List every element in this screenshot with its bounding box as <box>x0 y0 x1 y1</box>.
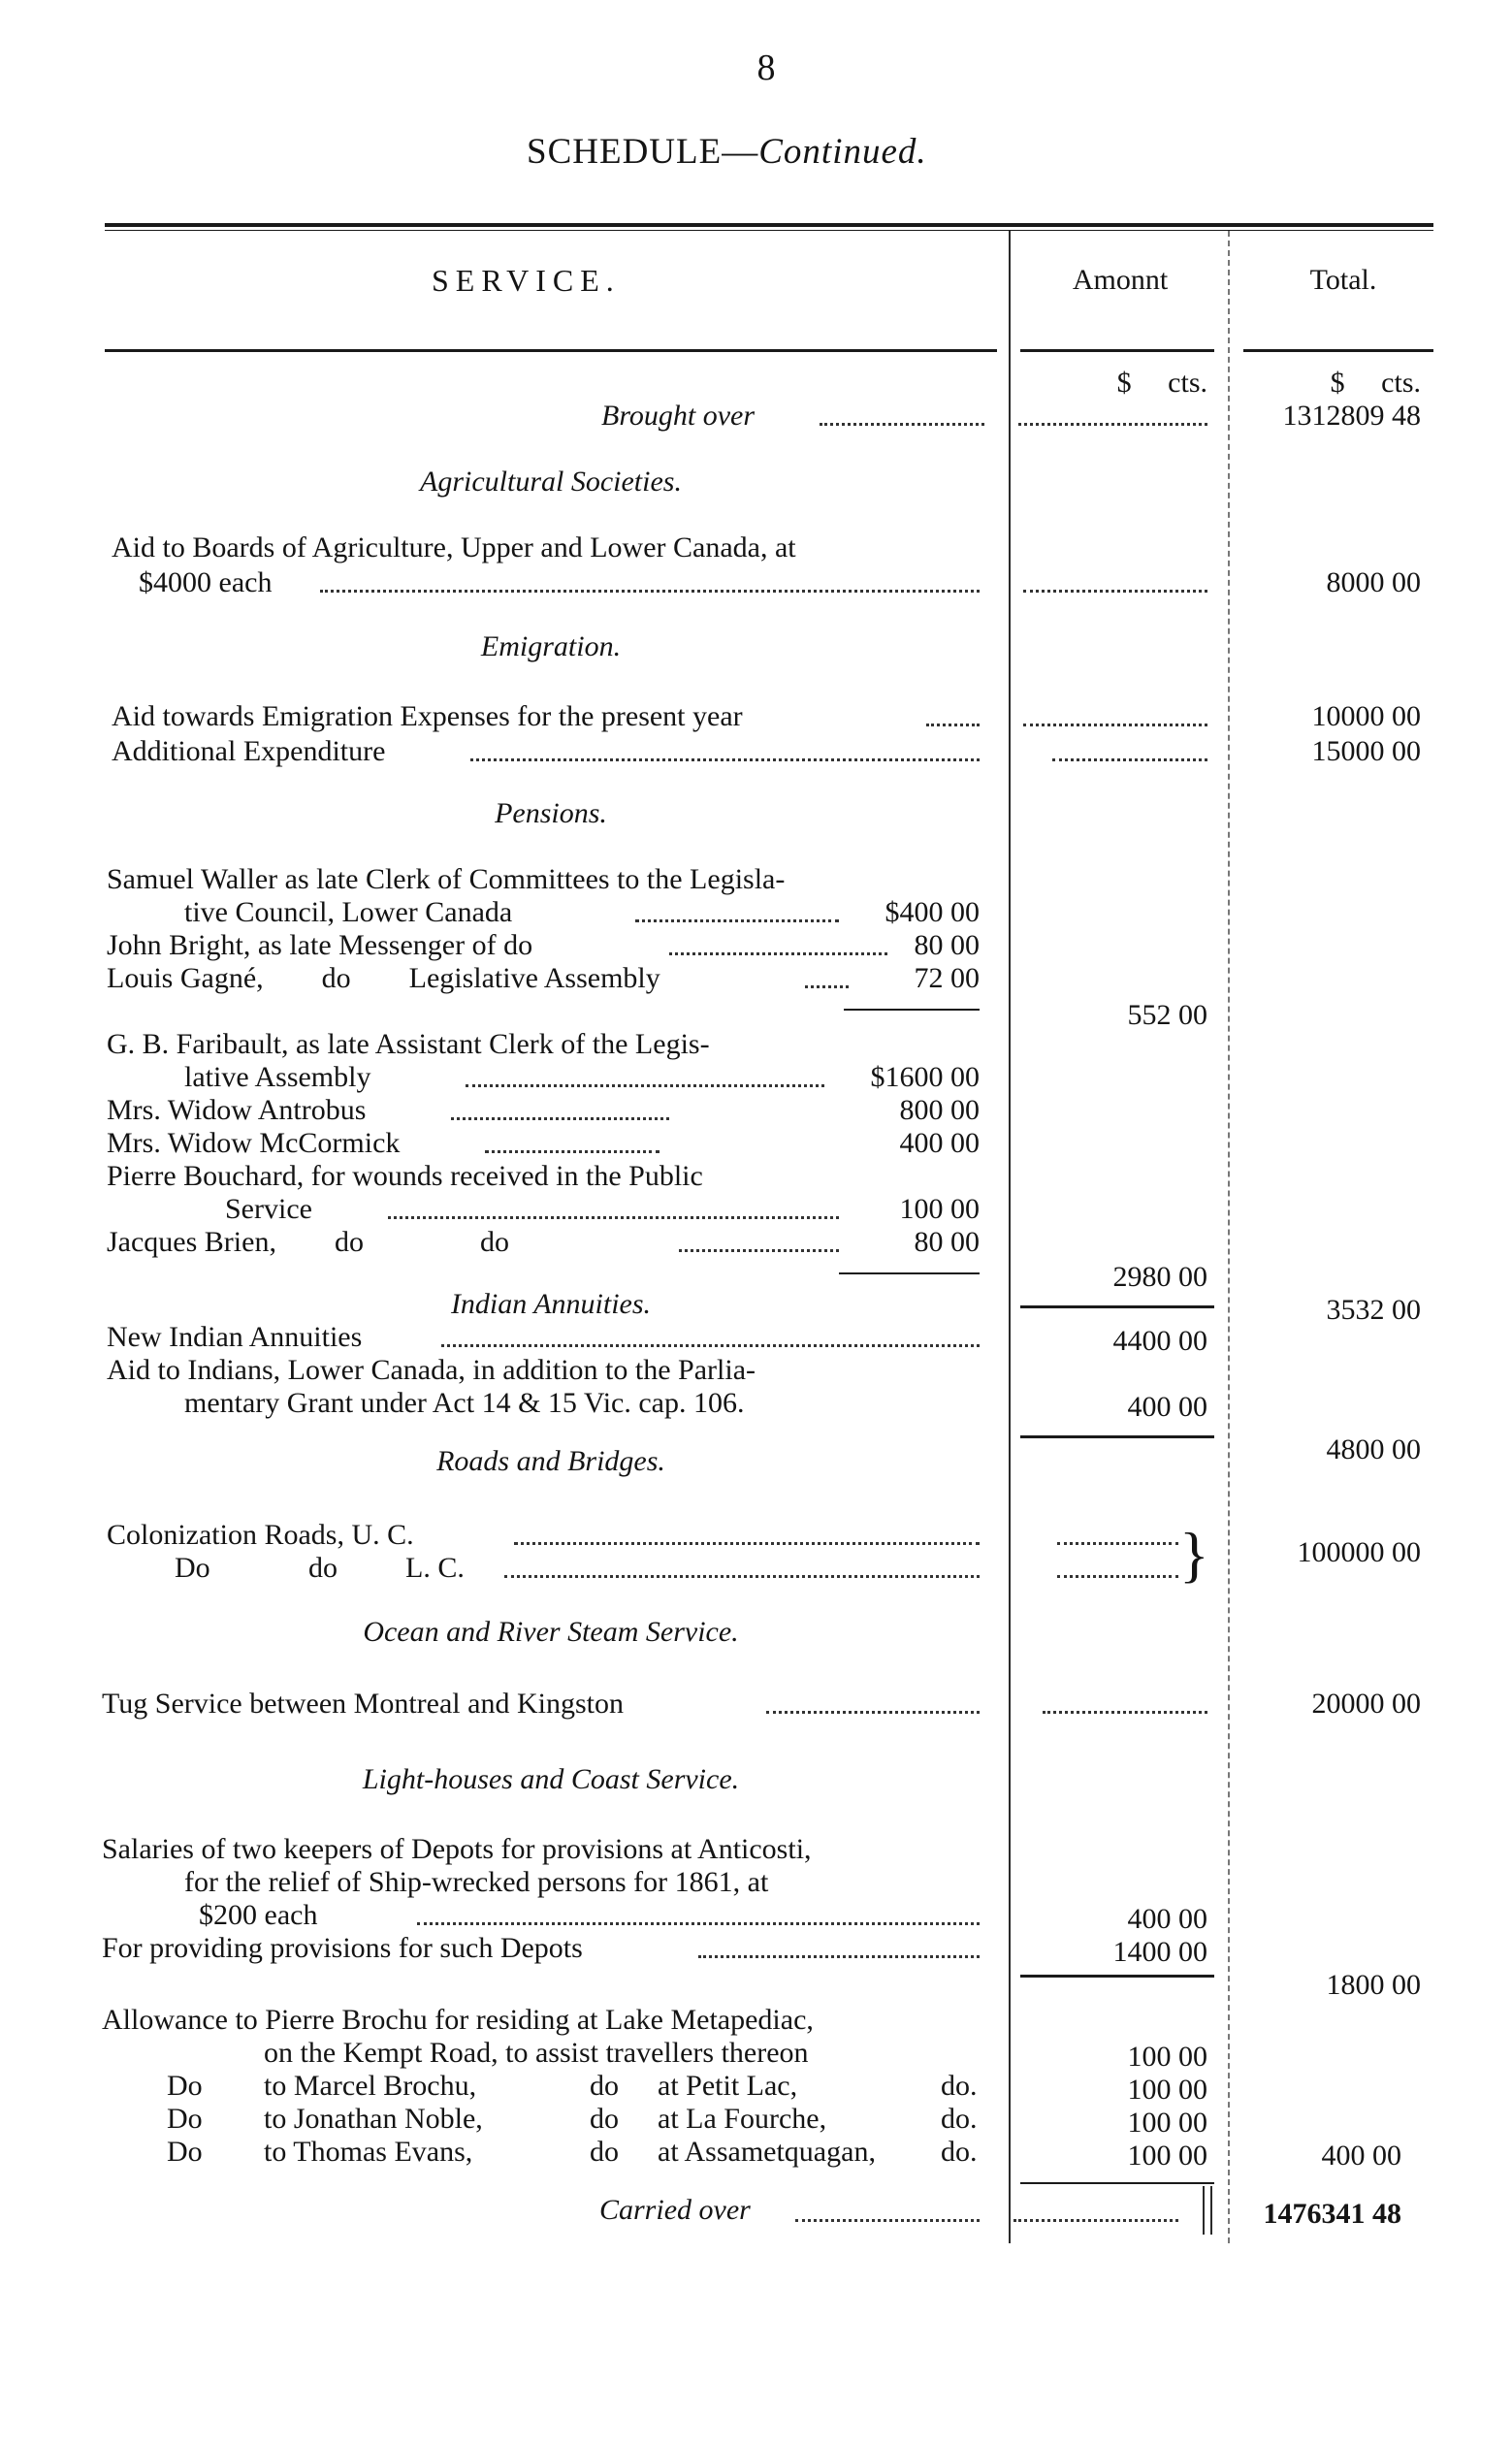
do-row-3-amount: 100 00 <box>1127 2140 1207 2172</box>
ocean-row1: Tug Service between Montreal and Kingston <box>102 1688 624 1720</box>
indian-row2-line1: Aid to Indians, Lower Canada, in addition to the Parlia- <box>107 1354 756 1386</box>
top-rule <box>105 223 1433 227</box>
ocean-total: 20000 00 <box>1311 1688 1421 1720</box>
carried-over-rule <box>1203 2186 1205 2235</box>
leader <box>1018 423 1207 426</box>
roads-row2-lc: L. C. <box>405 1552 465 1584</box>
emigration-row2: Additional Expenditure <box>112 735 386 767</box>
section-title-agriculture: Agricultural Societies. <box>420 466 682 498</box>
do-row-2-do3: do. <box>941 2103 978 2135</box>
top-rule-thin <box>105 230 1433 231</box>
pension-mccormick-amount: 400 00 <box>899 1127 980 1159</box>
do-row-3-do2: do <box>590 2136 619 2168</box>
roads-row1: Colonization Roads, U. C. <box>107 1519 414 1551</box>
carried-over-total: 1476341 48 <box>1263 2198 1401 2230</box>
do-row-3-do: Do <box>167 2136 203 2168</box>
leader <box>926 724 980 726</box>
pension-gagne: Louis Gagné, do Legislative Assembly <box>107 962 660 994</box>
pension-antrobus-amount: 800 00 <box>899 1094 980 1126</box>
brought-over-total: 1312809 48 <box>1282 400 1421 432</box>
lighthouse-total-2: 400 00 <box>1321 2140 1401 2172</box>
allowance-brochu-line2: on the Kempt Road, to assist travellers thereon <box>264 2037 809 2069</box>
indian-row1: New Indian Annuities <box>107 1321 363 1353</box>
leader <box>698 1955 980 1958</box>
agriculture-line2: $4000 each <box>139 566 273 598</box>
leader <box>1023 590 1207 593</box>
subtotal-rule <box>839 1272 980 1274</box>
total-units: $ cts. <box>1330 367 1421 399</box>
leader <box>441 1344 980 1347</box>
leader <box>417 1922 980 1925</box>
header-rule-service <box>105 349 997 352</box>
section-title-indian: Indian Annuities. <box>450 1288 652 1320</box>
leader <box>1057 1575 1178 1578</box>
leader <box>820 423 984 426</box>
leader <box>485 1150 659 1153</box>
pension-waller-line1: Samuel Waller as late Clerk of Committees to the Legisla- <box>107 863 786 895</box>
leader <box>451 1117 669 1120</box>
do-row-1-do: Do <box>167 2070 203 2102</box>
agriculture-total: 8000 00 <box>1326 566 1421 598</box>
do-row-2-place: at La Fourche, <box>658 2103 827 2135</box>
section-title-ocean: Ocean and River Steam Service. <box>363 1616 739 1648</box>
section-rule <box>1020 1435 1214 1438</box>
leader <box>388 1216 839 1219</box>
do-row-1-do2: do <box>590 2070 619 2102</box>
indian-row2-amount: 400 00 <box>1127 1391 1207 1423</box>
pension-mccormick: Mrs. Widow McCormick <box>107 1127 401 1159</box>
section-title-roads: Roads and Bridges. <box>436 1445 665 1477</box>
leader <box>1052 758 1207 761</box>
leader <box>1013 2219 1178 2222</box>
carried-over-label: Carried over <box>599 2194 751 2226</box>
page-number: 8 <box>756 48 776 88</box>
leader <box>679 1249 839 1252</box>
section-rule <box>1020 1305 1214 1308</box>
do-row-1-place: at Petit Lac, <box>658 2070 798 2102</box>
leader <box>320 590 980 593</box>
do-row-2-amount: 100 00 <box>1127 2107 1207 2139</box>
do-row-3-place: at Assametquagan, <box>658 2136 876 2168</box>
lighthouse-salaries-line1: Salaries of two keepers of Depots for provisions at Anticosti, <box>102 1833 812 1865</box>
emigration-row1-total: 10000 00 <box>1311 700 1421 732</box>
do-row-2-do: Do <box>167 2103 203 2135</box>
schedule-heading <box>527 131 927 174</box>
lighthouse-salaries-amount: 400 00 <box>1127 1903 1207 1935</box>
pension-brien-amount: 80 00 <box>914 1226 980 1258</box>
allowance-brochu-line1: Allowance to Pierre Brochu for residing at Lake Metapediac, <box>102 2004 814 2036</box>
leader <box>514 1542 980 1545</box>
pension-waller-line2: tive Council, Lower Canada <box>184 896 513 928</box>
roads-row2-do: Do <box>175 1552 210 1584</box>
indian-row1-amount: 4400 00 <box>1112 1325 1207 1357</box>
column-header-amount: Amonnt <box>1072 264 1169 296</box>
pension-waller-amount: $400 00 <box>885 896 980 928</box>
leader <box>766 1711 980 1714</box>
roads-total: 100000 00 <box>1297 1536 1421 1568</box>
leader <box>1057 1542 1178 1545</box>
do-row-1-do3: do. <box>941 2070 978 2102</box>
pension-subtotal-2: 2980 00 <box>1112 1261 1207 1293</box>
column-header-total: Total. <box>1309 264 1377 296</box>
column-header-service: SERVICE. <box>432 263 621 298</box>
indian-total: 4800 00 <box>1326 1433 1421 1465</box>
pension-antrobus: Mrs. Widow Antrobus <box>107 1094 367 1126</box>
emigration-row1: Aid towards Emigration Expenses for the present year <box>112 700 743 732</box>
do-row-3-do3: do. <box>941 2136 978 2168</box>
leader <box>805 985 849 988</box>
lighthouse-provisions: For providing provisions for such Depots <box>102 1932 583 1964</box>
lighthouse-provisions-amount: 1400 00 <box>1112 1936 1207 1968</box>
roads-brace: } <box>1179 1520 1209 1589</box>
emigration-row2-total: 15000 00 <box>1311 735 1421 767</box>
leader <box>504 1575 980 1578</box>
heading-continued: Continued. <box>758 132 927 172</box>
indian-row2-line2: mentary Grant under Act 14 & 15 Vic. cap. 106. <box>184 1387 745 1419</box>
pension-subtotal-1: 552 00 <box>1127 999 1207 1031</box>
do-row-2-name: to Jonathan Noble, <box>264 2103 483 2135</box>
leader <box>635 919 839 922</box>
pension-bouchard-amount: 100 00 <box>899 1193 980 1225</box>
pensions-total: 3532 00 <box>1326 1294 1421 1326</box>
leader <box>1023 724 1207 726</box>
roads-row2-do2: do <box>308 1552 338 1584</box>
subtotal-rule <box>844 1009 980 1011</box>
lighthouse-salaries-line2: for the relief of Ship-wrecked persons for 1861, at <box>184 1866 769 1898</box>
agriculture-line1: Aid to Boards of Agriculture, Upper and Lower Canada, at <box>112 531 796 563</box>
section-title-lighthouses: Light-houses and Coast Service. <box>362 1763 740 1795</box>
pension-faribault-line2: lative Assembly <box>184 1061 371 1093</box>
amount-units: $ cts. <box>1116 367 1207 399</box>
pension-gagne-amount: 72 00 <box>914 962 980 994</box>
pension-bright-amount: 80 00 <box>914 929 980 961</box>
amount-column-rule <box>1009 231 1011 2243</box>
section-title-pensions: Pensions. <box>495 797 607 829</box>
do-row-3-name: to Thomas Evans, <box>264 2136 473 2168</box>
do-row-2-do2: do <box>590 2103 619 2135</box>
heading-main: SCHEDULE— <box>527 132 759 172</box>
header-rule-amount <box>1020 349 1214 352</box>
lighthouse-salaries-line3: $200 each <box>199 1899 318 1931</box>
section-rule <box>1020 1975 1214 1978</box>
leader <box>1043 1711 1207 1714</box>
leader <box>795 2219 980 2222</box>
leader <box>470 758 980 761</box>
carried-rule-amount <box>1020 2182 1214 2184</box>
total-column-rule <box>1228 231 1230 2243</box>
pension-bouchard-line1: Pierre Bouchard, for wounds received in the Public <box>107 1160 703 1192</box>
pension-brien: Jacques Brien, do do <box>107 1226 509 1258</box>
pension-bouchard-line2: Service <box>225 1193 312 1225</box>
allowance-brochu-amount: 100 00 <box>1127 2041 1207 2073</box>
lighthouse-total-1: 1800 00 <box>1326 1969 1421 2001</box>
header-rule-total <box>1243 349 1433 352</box>
section-title-emigration: Emigration. <box>480 630 622 662</box>
do-row-1-name: to Marcel Brochu, <box>264 2070 477 2102</box>
do-row-1-amount: 100 00 <box>1127 2074 1207 2106</box>
pension-faribault-amount: $1600 00 <box>870 1061 980 1093</box>
brought-over-label: Brought over <box>601 400 756 432</box>
leader <box>466 1084 824 1087</box>
pension-faribault-line1: G. B. Faribault, as late Assistant Clerk of the Legis- <box>107 1028 710 1060</box>
carried-over-rule <box>1210 2186 1212 2235</box>
pension-bright: John Bright, as late Messenger of do <box>107 929 533 961</box>
